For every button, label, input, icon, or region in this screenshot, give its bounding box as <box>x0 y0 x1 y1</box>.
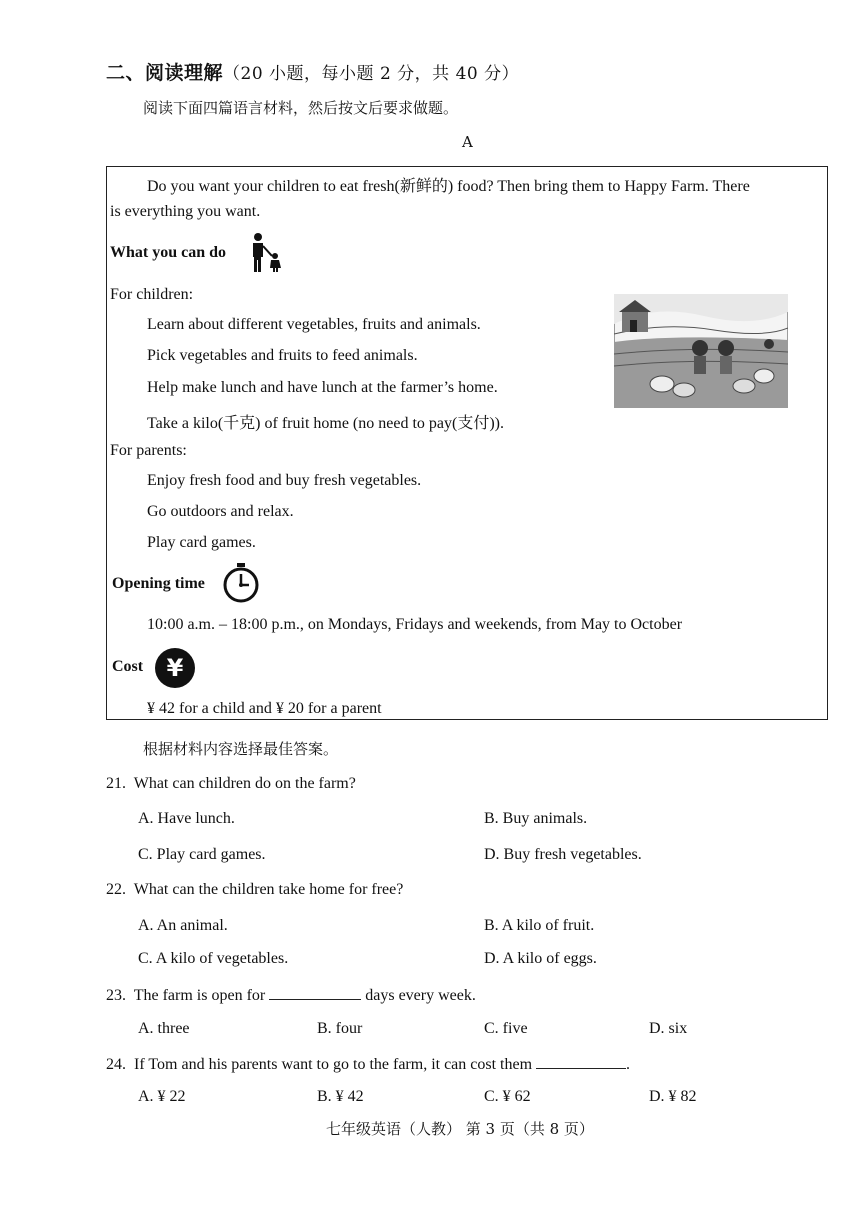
opening-time-heading: Opening time <box>112 575 205 592</box>
q21-option-a[interactable]: A. Have lunch. <box>138 810 235 827</box>
q21-option-b[interactable]: B. Buy animals. <box>484 810 588 827</box>
section-title <box>106 58 519 85</box>
opening-time-text: 10:00 a.m. – 18:00 p.m., on Mondays, Fridays and weekends, from May to October <box>147 616 683 633</box>
question-number: 21. <box>106 775 126 792</box>
parents-item-3: Play card games. <box>147 534 256 551</box>
children-item-1: Learn about different vegetables, fruits and animals. <box>147 316 481 333</box>
page-footer: 七年级英语（人教） 第 3 页（共 8 页） <box>326 1120 594 1138</box>
question-text-after: . <box>626 1056 631 1073</box>
cost-text: ¥ 42 for a child and ¥ 20 for a parent <box>147 700 382 717</box>
q22-option-a[interactable]: A. An animal. <box>138 917 228 934</box>
q21-option-d[interactable]: D. Buy fresh vegetables. <box>484 846 642 863</box>
q24-option-a[interactable]: A. ¥ 22 <box>138 1088 186 1105</box>
question-text: What can children do on the farm? <box>133 775 356 792</box>
section-subtitle: （20 小题，每小题 2 分，共 40 分） <box>223 64 520 84</box>
question-23 <box>106 985 476 1005</box>
q23-option-d[interactable]: D. six <box>649 1020 688 1037</box>
stopwatch-icon <box>222 562 260 604</box>
question-24 <box>106 1054 630 1074</box>
for-parents-label: For parents: <box>110 442 187 459</box>
question-text-after: days every week. <box>365 987 476 1004</box>
question-number: 24. <box>106 1056 126 1073</box>
question-21 <box>106 775 356 793</box>
q21-option-c[interactable]: C. Play card games. <box>138 846 266 863</box>
parent-child-icon <box>248 232 286 274</box>
q23-option-a[interactable]: A. three <box>138 1020 190 1037</box>
q22-option-d[interactable]: D. A kilo of eggs. <box>484 950 597 967</box>
parents-item-1: Enjoy fresh food and buy fresh vegetables. <box>147 472 422 489</box>
answer-blank[interactable] <box>536 1054 626 1069</box>
for-children-label: For children: <box>110 286 194 303</box>
parents-item-2: Go outdoors and relax. <box>147 503 294 520</box>
farm-children-illustration <box>614 294 788 408</box>
children-item-2: Pick vegetables and fruits to feed animals. <box>147 347 418 364</box>
q22-option-c[interactable]: C. A kilo of vegetables. <box>138 950 289 967</box>
q24-option-b[interactable]: B. ¥ 42 <box>317 1088 364 1105</box>
section-title-text: 二、阅读理解 <box>106 62 224 84</box>
children-item-3: Help make lunch and have lunch at the farmer’s home. <box>147 379 498 396</box>
answer-blank[interactable] <box>269 985 361 1000</box>
question-number: 22. <box>106 881 126 898</box>
question-text-before: If Tom and his parents want to go to the farm, it can cost them <box>134 1056 533 1073</box>
what-you-can-do-heading: What you can do <box>110 244 227 261</box>
children-item-4: Take a kilo(千克) of fruit home (no need to pay(支付)). <box>147 415 504 432</box>
cost-heading: Cost <box>112 658 144 675</box>
passage-intro-line2: is everything you want. <box>110 203 261 220</box>
question-22 <box>106 881 403 899</box>
q24-option-d[interactable]: D. ¥ 82 <box>649 1088 697 1105</box>
yuan-coin-icon: ¥ <box>155 648 195 688</box>
question-text-before: The farm is open for <box>133 987 266 1004</box>
section-instruction: 阅读下面四篇语言材料，然后按文后要求做题。 <box>143 99 459 117</box>
passage-intro-line1: Do you want your children to eat fresh(新鲜的) food? Then bring them to Happy Farm. There <box>147 178 750 195</box>
question-number: 23. <box>106 987 126 1004</box>
q23-option-c[interactable]: C. five <box>484 1020 528 1037</box>
q24-option-c[interactable]: C. ¥ 62 <box>484 1088 531 1105</box>
q23-option-b[interactable]: B. four <box>317 1020 363 1037</box>
passage-label: A <box>462 133 473 151</box>
question-instruction: 根据材料内容选择最佳答案。 <box>143 740 339 758</box>
q22-option-b[interactable]: B. A kilo of fruit. <box>484 917 595 934</box>
question-text: What can the children take home for free? <box>133 881 404 898</box>
